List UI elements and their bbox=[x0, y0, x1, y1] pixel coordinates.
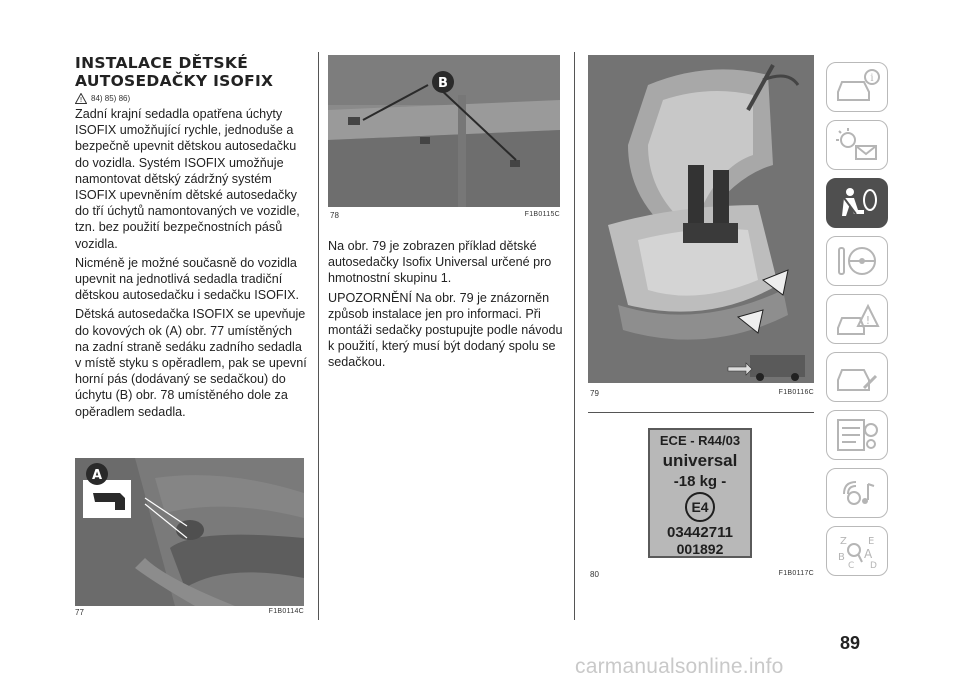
svg-text:!: ! bbox=[79, 96, 83, 104]
figure-code: F1B0114C bbox=[268, 608, 304, 615]
paragraph: Na obr. 79 je zobrazen příklad dětské autosedačky Isofix Universal určené pro hmotnostní skupinu 1. bbox=[328, 239, 552, 286]
figure-number: 77 bbox=[75, 608, 84, 617]
tab-car-info[interactable] bbox=[826, 62, 888, 112]
figure-77-caption bbox=[75, 608, 304, 617]
svg-text:!: ! bbox=[865, 314, 871, 327]
paragraph: Dětská autosedačka ISOFIX se upevňuje do kovových ok (A) obr. 77 umístěných na zadní straně sedáku zadního sedadla v místě styku s opěradlem, pak se upevní horní pás (dodávaný se sedačkou) do úchytu (B) obr. 78 umístěného dole za opěradlem sedadla. bbox=[75, 307, 307, 419]
svg-text:C: C bbox=[848, 561, 855, 570]
figure-77-image bbox=[75, 458, 304, 606]
figure-79-caption bbox=[590, 389, 814, 398]
figure-code: F1B0115C bbox=[524, 211, 560, 218]
emergency-icon bbox=[834, 300, 880, 338]
figure-79-image bbox=[588, 55, 814, 383]
column-divider bbox=[318, 52, 319, 620]
figure-80-caption bbox=[590, 570, 814, 579]
chapter-sidebar bbox=[826, 62, 890, 584]
maintenance-icon bbox=[834, 358, 880, 396]
section-heading: INSTALACE DĚTSKÉ AUTOSEDAČKY ISOFIX bbox=[75, 54, 274, 90]
paragraph: Nicméně je možné současně do vozidla upevnit na jednotlivá sedadla tradiční dětskou autosedačku i sedačku ISOFIX. bbox=[75, 255, 300, 303]
car-info-icon bbox=[834, 68, 880, 106]
figure-number: 80 bbox=[590, 570, 599, 579]
figure-number: 79 bbox=[590, 389, 599, 398]
svg-text:Z: Z bbox=[840, 536, 847, 547]
figure-code: F1B0117C bbox=[778, 570, 814, 577]
ece-approval-number: 03442711 bbox=[667, 524, 733, 541]
ece-weight: -18 kg - bbox=[673, 473, 727, 490]
column-1-text bbox=[75, 106, 307, 423]
multimedia-icon bbox=[834, 474, 880, 512]
steering-wheel-icon bbox=[834, 242, 880, 280]
svg-text:E: E bbox=[868, 536, 875, 547]
svg-text:i: i bbox=[870, 73, 874, 84]
tab-emergency[interactable] bbox=[826, 294, 888, 344]
watermark: carmanualsonline.info bbox=[575, 655, 784, 678]
technical-data-icon bbox=[834, 416, 880, 454]
column-2-text bbox=[328, 238, 564, 374]
paragraph: Zadní krajní sedadla opatřena úchyty ISOFIX umožňující rychle, jednoduše a bezpečně upevnit dětskou autosedačku do vozidla. Systém ISOFIX umožňuje namontovat dětský zádržný systém ISOFIX upevněním dětské autosedačky do tří úchytů namontovaných ve vozidle, tzn. bez použití bezpečnostních pásů vozidla. bbox=[75, 107, 300, 251]
tab-technical-data[interactable] bbox=[826, 410, 888, 460]
page-number: 89 bbox=[840, 633, 861, 653]
tab-multimedia[interactable] bbox=[826, 468, 888, 518]
index-letters-icon bbox=[834, 532, 880, 570]
tab-maintenance[interactable] bbox=[826, 352, 888, 402]
ece-regulation: ECE - R44/03 bbox=[659, 433, 741, 448]
svg-text:B: B bbox=[838, 552, 845, 563]
callout-b-label: B bbox=[438, 76, 448, 91]
ece-mark: E4 bbox=[685, 492, 715, 522]
callout-a-label: A bbox=[91, 468, 103, 483]
figure-number: 78 bbox=[330, 211, 339, 220]
figure-code: F1B0116C bbox=[778, 389, 814, 396]
ece-category: universal bbox=[662, 451, 738, 470]
tab-index[interactable] bbox=[826, 526, 888, 576]
warning-references bbox=[75, 93, 130, 104]
warning-refs-text: 84) 85) 86) bbox=[91, 94, 131, 103]
safety-airbag-icon bbox=[834, 184, 880, 222]
column-divider bbox=[574, 52, 575, 620]
warning-triangle-icon bbox=[75, 93, 87, 104]
ece-approval-label bbox=[648, 428, 752, 558]
svg-text:A: A bbox=[864, 547, 873, 561]
ece-serial: 001892 bbox=[676, 541, 724, 557]
svg-text:D: D bbox=[870, 561, 877, 570]
warning-lights-icon bbox=[834, 126, 880, 164]
tab-starting-driving[interactable] bbox=[826, 236, 888, 286]
tab-safety[interactable] bbox=[826, 178, 888, 228]
paragraph: UPOZORNĚNÍ Na obr. 79 je znázorněn způsob instalace jen pro informaci. Při montáži sedačky postupujte podle návodu k použití, který musí být dodaný spolu se sedačkou. bbox=[328, 290, 563, 370]
figure-78-caption bbox=[330, 211, 560, 220]
figure-divider bbox=[588, 412, 814, 413]
tab-warning-lights[interactable] bbox=[826, 120, 888, 170]
figure-78-image bbox=[328, 55, 560, 207]
